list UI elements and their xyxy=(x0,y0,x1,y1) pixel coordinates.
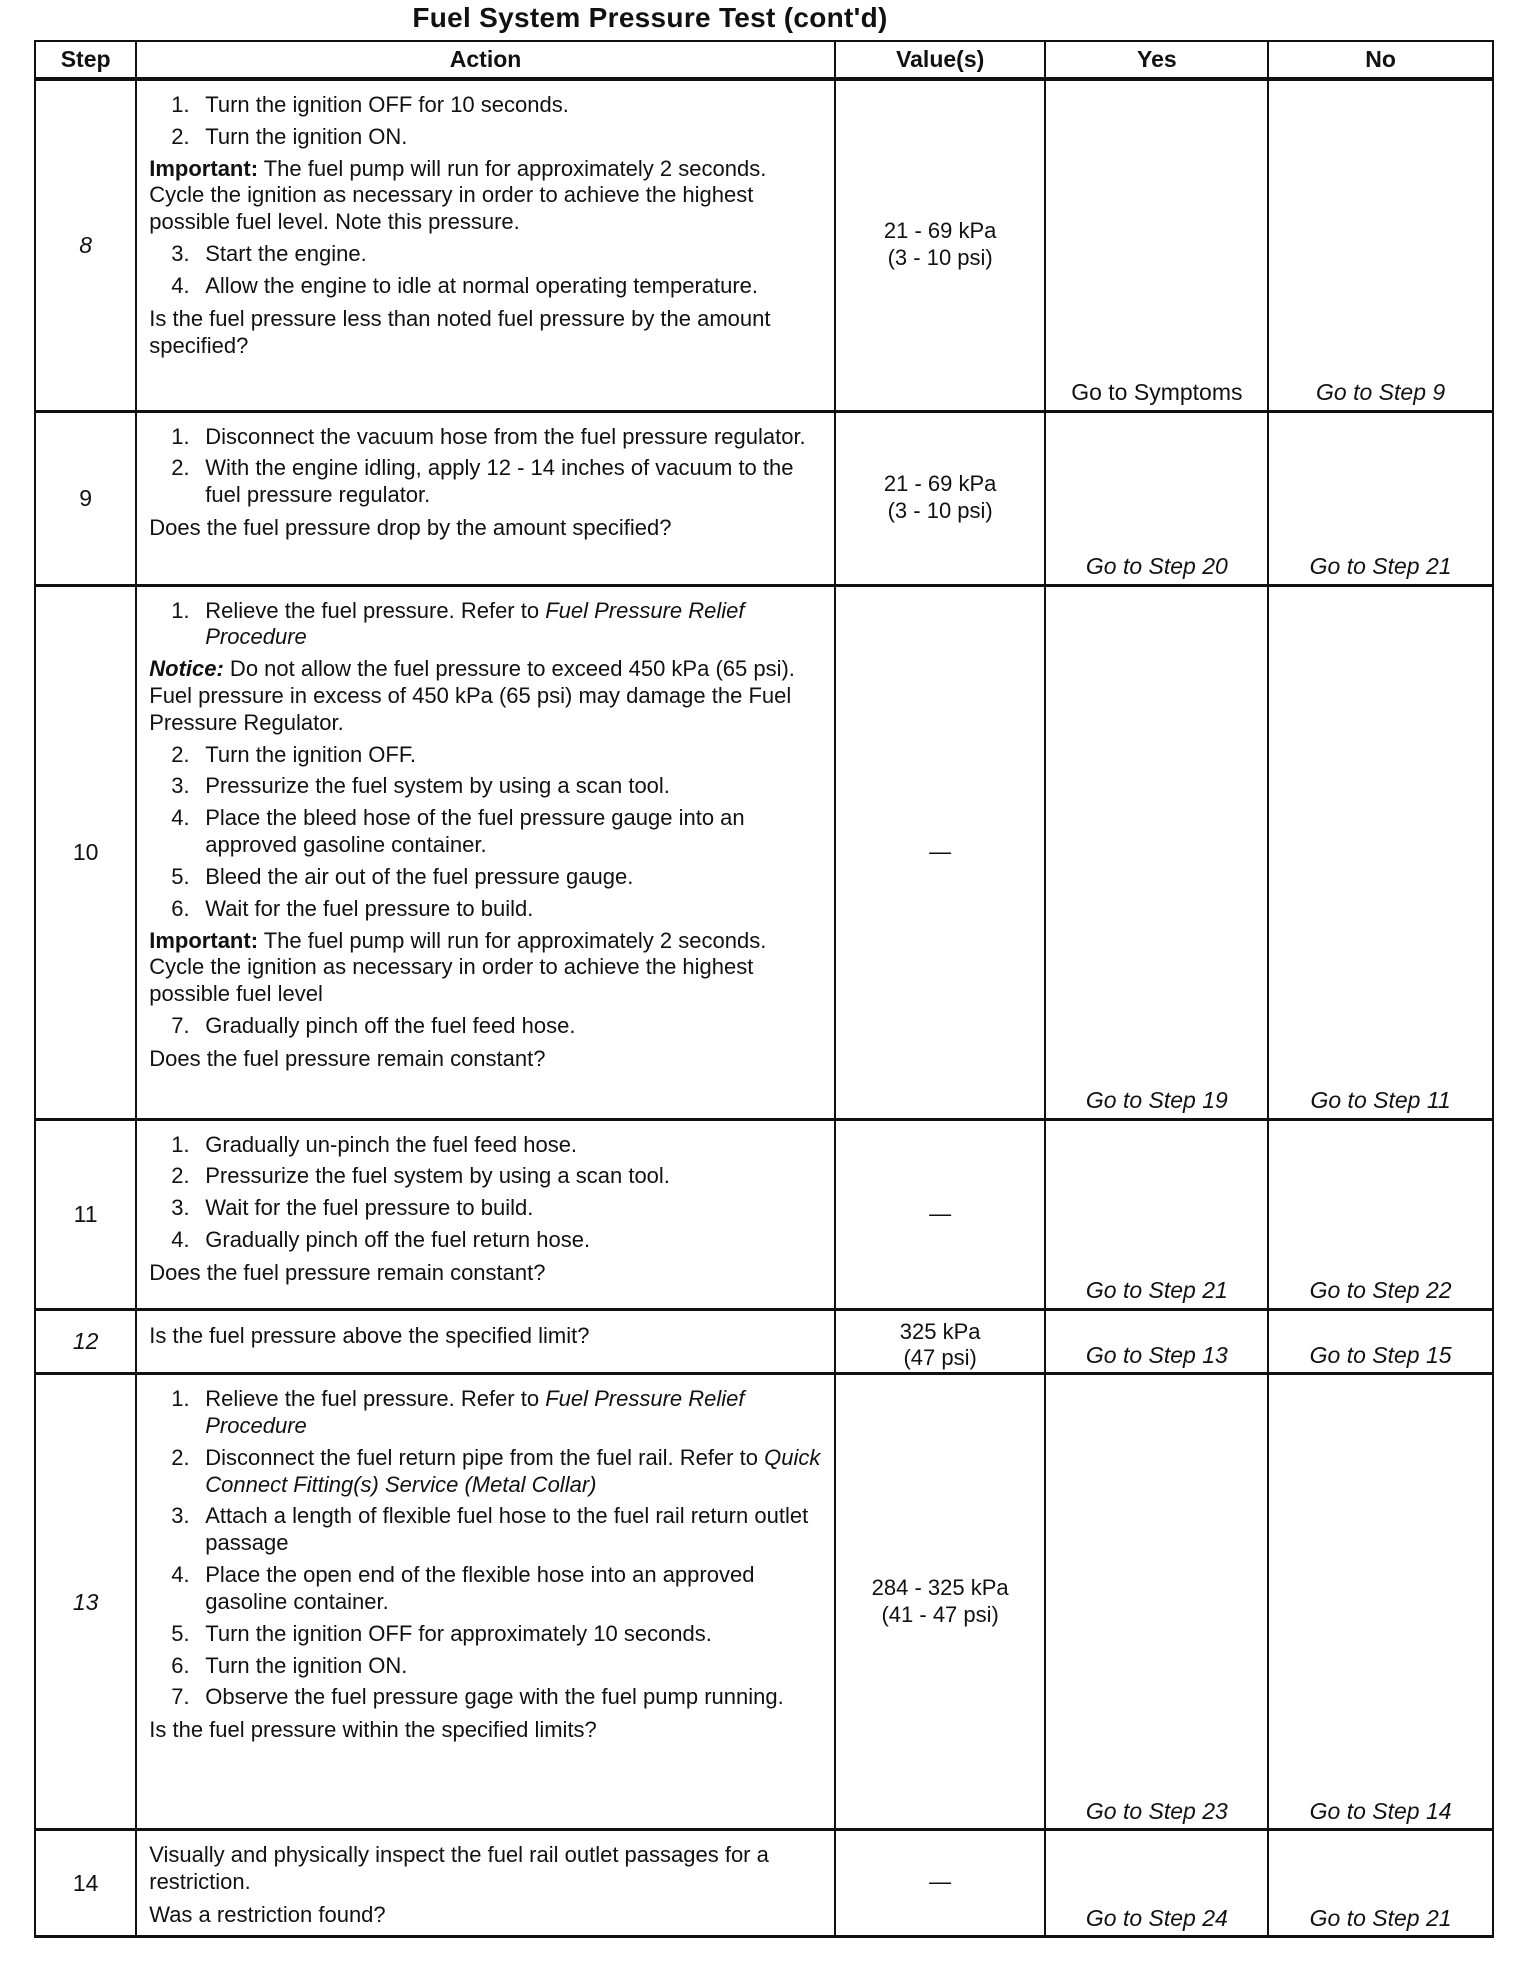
value-cell xyxy=(835,585,1046,1119)
action-step-number: 7. xyxy=(171,1684,190,1710)
no-result: Go to Step 14 xyxy=(1268,1374,1493,1830)
action-step-text: Pressurize the fuel system by using a scan tool. xyxy=(205,773,670,799)
action-cell xyxy=(136,79,835,411)
action-step-text: Turn the ignition OFF for 10 seconds. xyxy=(205,92,569,117)
note-paragraph xyxy=(149,928,822,1008)
action-cell xyxy=(136,1119,835,1309)
table-row xyxy=(35,1309,1493,1374)
note-text: The fuel pump will run for approximately 2 seconds. Cycle the ignition as necessary in order to achieve the highest possible fuel level. Note this pressure. xyxy=(149,155,767,235)
header-step: Step xyxy=(35,41,136,79)
action-step-number: 2. xyxy=(171,1444,190,1470)
action-step xyxy=(171,773,822,800)
step-number: 12 xyxy=(35,1309,136,1374)
action-step xyxy=(171,896,822,923)
yes-result: Go to Step 13 xyxy=(1045,1309,1268,1374)
action-step-number: 3. xyxy=(171,1195,190,1221)
procedure-table xyxy=(34,40,1494,1938)
yes-result: Go to Step 23 xyxy=(1045,1374,1268,1830)
header-values: Value(s) xyxy=(835,41,1046,79)
action-step-number: 2. xyxy=(171,741,190,767)
no-result: Go to Step 11 xyxy=(1268,585,1493,1119)
action-step-number: 5. xyxy=(171,863,190,889)
action-step xyxy=(171,1227,822,1254)
action-step-number: 1. xyxy=(171,1386,190,1412)
action-step-text: Wait for the fuel pressure to build. xyxy=(205,895,534,921)
no-result: Go to Step 22 xyxy=(1268,1119,1493,1309)
action-step-number: 4. xyxy=(171,805,190,831)
step-number: 8 xyxy=(35,79,136,411)
reference-link: Fuel Pressure Relief Procedure xyxy=(205,597,745,650)
action-step xyxy=(171,1013,822,1040)
action-step-text: Gradually pinch off the fuel return hose. xyxy=(205,1226,591,1252)
note-label: Important: xyxy=(149,927,259,953)
action-step xyxy=(171,805,822,859)
action-step-text: Turn the ignition OFF. xyxy=(205,741,416,767)
action-step-number: 4. xyxy=(171,1562,190,1588)
action-step xyxy=(171,455,822,509)
action-step-number: 1. xyxy=(171,92,190,117)
action-step xyxy=(171,598,822,652)
action-step-text: Gradually pinch off the fuel feed hose. xyxy=(205,1013,576,1039)
note-label: Notice: xyxy=(149,656,224,682)
value-cell xyxy=(835,1830,1046,1936)
page-title: Fuel System Pressure Test (cont'd) xyxy=(412,2,888,33)
action-step-text: Turn the ignition ON. xyxy=(205,1652,408,1678)
action-step-number: 6. xyxy=(171,895,190,921)
yes-result: Go to Step 20 xyxy=(1045,411,1268,585)
step-number: 10 xyxy=(35,585,136,1119)
action-step xyxy=(171,124,822,151)
action-cell xyxy=(136,585,835,1119)
action-step xyxy=(171,92,822,119)
value-line: — xyxy=(929,1869,952,1895)
reference-link: Fuel Pressure Relief Procedure xyxy=(205,1386,745,1438)
value-line: 325 kPa xyxy=(899,1318,981,1344)
table-body xyxy=(35,79,1493,1936)
table-row xyxy=(35,411,1493,585)
question-text: Is the fuel pressure less than noted fuel pressure by the amount specified? xyxy=(149,305,771,358)
action-step-text: Attach a length of flexible fuel hose to the fuel rail return outlet passage xyxy=(205,1503,809,1556)
value-line: — xyxy=(929,1200,952,1226)
action-step-number: 5. xyxy=(171,1620,190,1646)
note-paragraph xyxy=(149,656,822,736)
action-cell xyxy=(136,1309,835,1374)
action-step-text: Bleed the air out of the fuel pressure gauge. xyxy=(205,863,634,889)
action-step-number: 4. xyxy=(171,1226,190,1252)
action-step xyxy=(171,1132,822,1159)
action-step-text: Observe the fuel pressure gage with the fuel pump running. xyxy=(205,1684,784,1710)
table-row xyxy=(35,585,1493,1119)
action-step-text: With the engine idling, apply 12 - 14 inches of vacuum to the fuel pressure regulator. xyxy=(205,455,794,508)
action-step-text: Start the engine. xyxy=(205,241,367,267)
action-step-number: 4. xyxy=(171,272,190,298)
value-line: — xyxy=(929,838,952,864)
action-step-text: Wait for the fuel pressure to build. xyxy=(205,1195,534,1221)
yes-result: Go to Step 24 xyxy=(1045,1830,1268,1936)
value-line: (47 psi) xyxy=(903,1345,977,1371)
header-action: Action xyxy=(136,41,835,79)
header-yes: Yes xyxy=(1045,41,1268,79)
yes-result: Go to Step 19 xyxy=(1045,585,1268,1119)
no-result: Go to Step 21 xyxy=(1268,1830,1493,1936)
action-step xyxy=(171,1503,822,1557)
header-no: No xyxy=(1268,41,1493,79)
action-step-number: 2. xyxy=(171,123,190,149)
action-step-number: 2. xyxy=(171,1163,190,1189)
value-cell xyxy=(835,1119,1046,1309)
action-step xyxy=(171,1195,822,1222)
instruction-text: Visually and physically inspect the fuel rail outlet passages for a restriction. xyxy=(149,1842,769,1894)
yes-result: Go to Symptoms xyxy=(1045,79,1268,411)
action-step xyxy=(171,742,822,769)
action-step-text: Relieve the fuel pressure. Refer to Fuel Pressure Relief Procedure xyxy=(205,1386,745,1438)
value-cell xyxy=(835,1374,1046,1830)
action-step-text: Place the bleed hose of the fuel pressure gauge into an approved gasoline container. xyxy=(205,805,745,858)
action-cell xyxy=(136,1830,835,1936)
table-row xyxy=(35,79,1493,411)
action-step xyxy=(171,864,822,891)
action-step-number: 3. xyxy=(171,773,190,799)
no-result: Go to Step 9 xyxy=(1268,79,1493,411)
action-step-number: 1. xyxy=(171,423,190,449)
action-step xyxy=(171,1562,822,1616)
step-number: 14 xyxy=(35,1830,136,1936)
value-line: 21 - 69 kPa xyxy=(883,471,997,497)
no-result: Go to Step 15 xyxy=(1268,1309,1493,1374)
value-line: (41 - 47 psi) xyxy=(881,1601,999,1627)
action-step-number: 3. xyxy=(171,1503,190,1529)
value-cell xyxy=(835,79,1046,411)
action-step xyxy=(171,241,822,268)
table-row xyxy=(35,1830,1493,1936)
question-text: Is the fuel pressure above the specified limit? xyxy=(149,1322,590,1348)
action-step-number: 6. xyxy=(171,1652,190,1678)
question-text: Was a restriction found? xyxy=(149,1901,386,1927)
yes-result: Go to Step 21 xyxy=(1045,1119,1268,1309)
table-row xyxy=(35,1374,1493,1830)
action-step-text: Disconnect the vacuum hose from the fuel pressure regulator. xyxy=(205,423,806,449)
question-text: Does the fuel pressure drop by the amount specified? xyxy=(149,514,672,540)
action-step xyxy=(171,273,822,300)
action-step xyxy=(171,1621,822,1648)
action-step-text: Pressurize the fuel system by using a scan tool. xyxy=(205,1163,670,1189)
action-step xyxy=(171,1445,822,1499)
action-cell xyxy=(136,1374,835,1830)
action-step-number: 1. xyxy=(171,597,190,623)
header-row xyxy=(35,41,1493,79)
action-step xyxy=(171,424,822,451)
step-number: 11 xyxy=(35,1119,136,1309)
no-result: Go to Step 21 xyxy=(1268,411,1493,585)
action-step xyxy=(171,1653,822,1680)
action-step xyxy=(171,1684,822,1711)
value-line: 21 - 69 kPa xyxy=(883,218,997,244)
action-step-text: Relieve the fuel pressure. Refer to Fuel Pressure Relief Procedure xyxy=(205,597,745,650)
action-step xyxy=(171,1163,822,1190)
note-text: Do not allow the fuel pressure to exceed 450 kPa (65 psi). Fuel pressure in excess of 450 kPa (65 psi) may damage the Fuel Pressure Regulator. xyxy=(149,656,795,735)
action-step-number: 2. xyxy=(171,455,190,481)
value-line: (3 - 10 psi) xyxy=(887,498,993,523)
note-label: Important: xyxy=(149,155,259,181)
question-text: Is the fuel pressure within the specified limits? xyxy=(149,1717,597,1743)
table-row xyxy=(35,1119,1493,1309)
action-step-number: 1. xyxy=(171,1131,190,1157)
note-text: The fuel pump will run for approximately 2 seconds. Cycle the ignition as necessary in order to achieve the highest possible fuel level xyxy=(149,927,767,1007)
value-cell xyxy=(835,1309,1046,1374)
action-step-text: Allow the engine to idle at normal operating temperature. xyxy=(205,272,759,298)
reference-link: Quick Connect Fitting(s) Service (Metal Collar) xyxy=(205,1444,821,1497)
action-cell xyxy=(136,411,835,585)
note-paragraph xyxy=(149,156,822,236)
step-number: 9 xyxy=(35,411,136,585)
action-step xyxy=(171,1386,822,1440)
action-step-number: 7. xyxy=(171,1013,190,1039)
action-step-text: Gradually un-pinch the fuel feed hose. xyxy=(205,1131,578,1157)
value-cell xyxy=(835,411,1046,585)
question-text: Does the fuel pressure remain constant? xyxy=(149,1259,546,1285)
step-number: 13 xyxy=(35,1374,136,1830)
action-step-text: Turn the ignition OFF for approximately 10 seconds. xyxy=(205,1620,712,1646)
value-line: 284 - 325 kPa xyxy=(871,1574,1009,1600)
action-step-text: Disconnect the fuel return pipe from the fuel rail. Refer to Quick Connect Fitting(s) Service (Metal Collar) xyxy=(205,1444,821,1497)
action-step-text: Place the open end of the flexible hose into an approved gasoline container. xyxy=(205,1562,755,1614)
value-line: (3 - 10 psi) xyxy=(887,245,993,271)
question-text: Does the fuel pressure remain constant? xyxy=(149,1045,546,1071)
action-step-number: 3. xyxy=(171,241,190,267)
action-step-text: Turn the ignition ON. xyxy=(205,123,408,149)
